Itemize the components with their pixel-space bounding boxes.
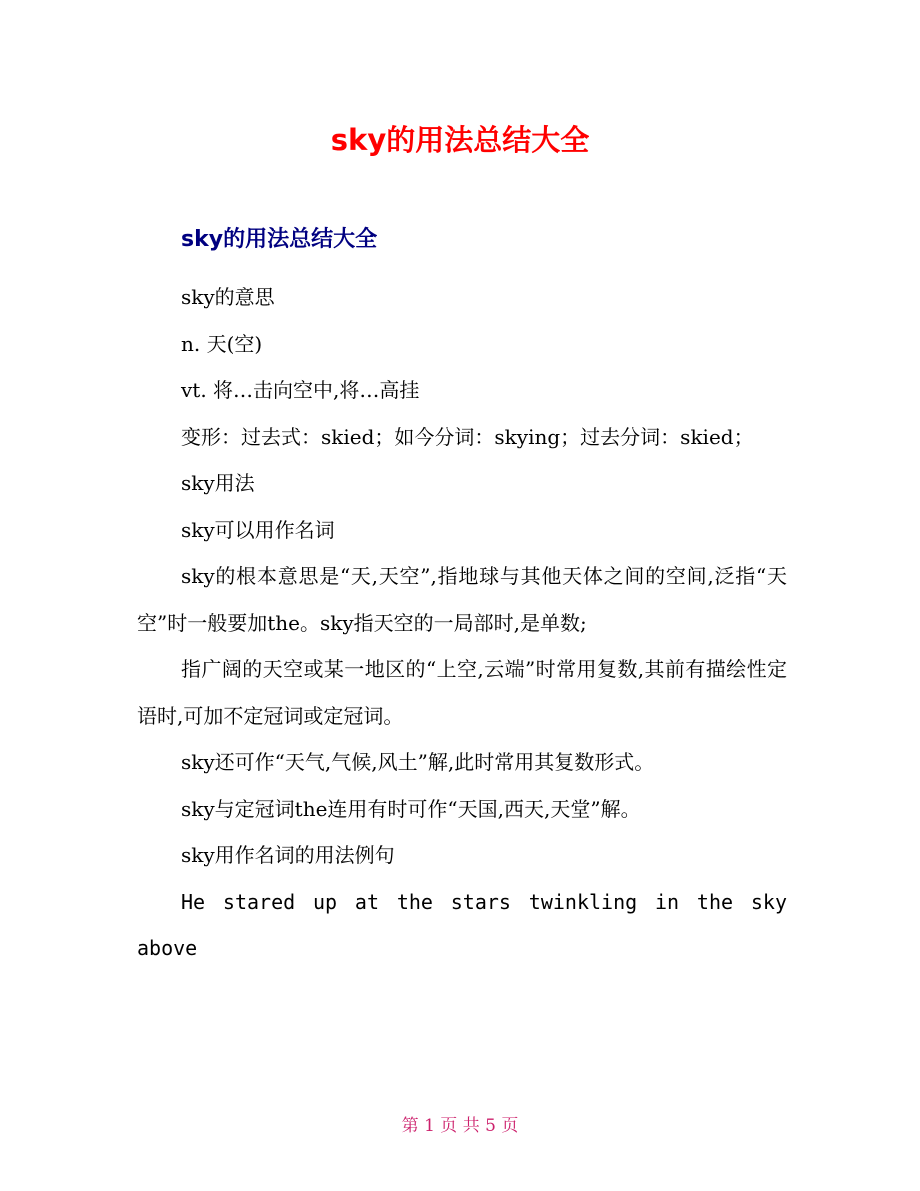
page-footer: 第 1 页 共 5 页 [401, 1116, 519, 1136]
paragraph-plural-usage: 指广阔的天空或某一地区的“上空,云端”时常用复数,其前有描绘性定语时,可加不定冠词或定冠词。 [137, 657, 787, 728]
paragraph-example-sentence: He stared up at the stars twinkling in the sky above [137, 889, 787, 960]
paragraph-examples-heading: sky用作名词的用法例句 [181, 843, 395, 867]
paragraph-noun-definition: n. 天(空) [181, 331, 263, 356]
section-heading: sky的用法总结大全 [181, 227, 378, 252]
paragraph-inflections: 变形：过去式：skied；如今分词：skying；过去分词：skied； [181, 424, 754, 449]
paragraph-weather-meaning: sky还可作“天气,气候,风土”解,此时常用其复数形式。 [181, 750, 655, 774]
paragraph-noun-usage-heading: sky可以用作名词 [181, 517, 335, 542]
document-body [137, 274, 787, 972]
paragraph-basic-meaning: sky的根本意思是“天,天空”,指地球与其他天体之间的空间,泛指“天空”时一般要加the。sky指天空的一局部时,是单数; [137, 564, 787, 635]
paragraph-usage-heading: sky用法 [181, 471, 255, 495]
paragraph-verb-definition: vt. 将…击向空中,将…高挂 [181, 378, 420, 402]
paragraph-heaven-meaning: sky与定冠词the连用有时可作“天国,西天,天堂”解。 [181, 796, 641, 821]
paragraph-meaning-heading: sky的意思 [181, 285, 275, 309]
document-title: sky的用法总结大全 [330, 123, 590, 157]
